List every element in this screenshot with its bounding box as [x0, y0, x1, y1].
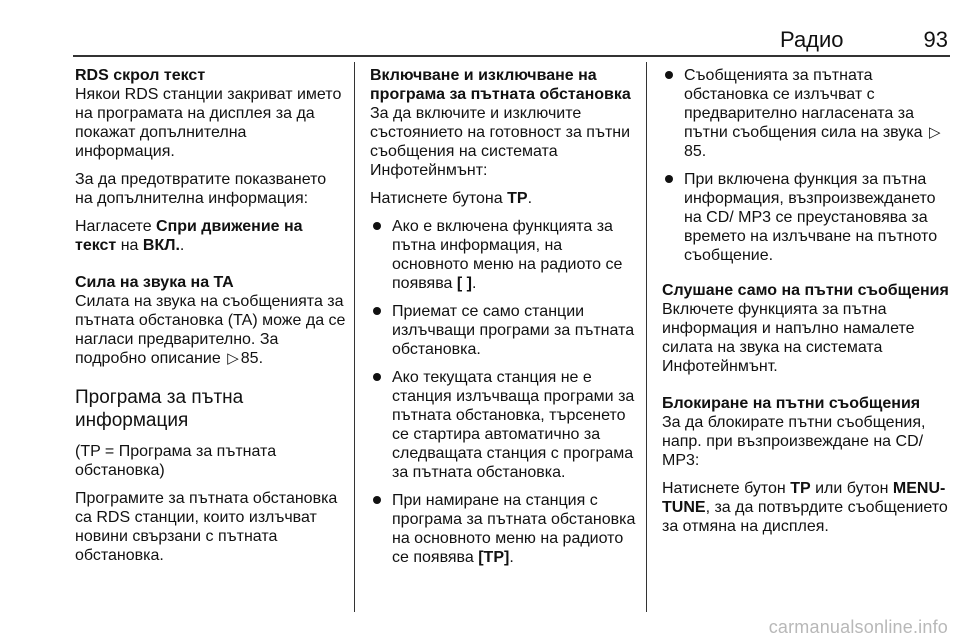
setting-name: Спри движение на текст [75, 218, 303, 254]
watermark: carmanualsonline.info [768, 617, 948, 637]
paragraph: Включете функцията за пътна информация и напълно намалете силата на звука на системата Инфотейнмънт. [662, 301, 915, 375]
section-rds-scroll [75, 66, 347, 255]
button-name: MENU-TUNE [662, 480, 946, 516]
text: При намиране на станция с програма за пътната обстановка на основното меню на радиото се появява [392, 492, 636, 566]
section-block [662, 394, 954, 536]
bullet-icon [373, 222, 381, 230]
list-item [662, 170, 954, 265]
column-divider-left [354, 62, 355, 612]
list-item [370, 368, 636, 482]
header-rule [73, 55, 950, 57]
paragraph-instruction [75, 217, 347, 255]
text: . [527, 190, 533, 207]
heading-ta-volume: Сила на звука на TA [75, 274, 234, 291]
page-number: 93 [923, 27, 948, 52]
page-header [0, 0, 960, 60]
page-reference: 85. [240, 350, 264, 367]
arrow-right-icon: ▷ [227, 350, 239, 367]
column-1 [75, 66, 347, 574]
text: . [471, 275, 477, 292]
text: Нагласете [75, 218, 157, 235]
paragraph: За да включите и изключите състоянието на готовност за пътни съобщения на системата Инфотейнмънт: [370, 105, 631, 179]
text: Приемат се само станции излъчващи програми за пътната обстановка. [392, 303, 635, 358]
text: Ако е включена функцията за пътна информация, на основното меню на радиото се появява [392, 218, 623, 292]
button-name: TP [790, 480, 811, 497]
indicator: [TP] [478, 549, 510, 566]
text: . [509, 549, 514, 566]
column-divider-right [646, 62, 647, 612]
column-2 [370, 66, 636, 576]
paragraph [75, 292, 347, 368]
list-item [370, 302, 636, 359]
text: Ако текущата станция не е станция излъчваща програми за пътната обстановка, търсенето се стартира автоматично за следващата станция с програма за пътната обстановка. [392, 369, 635, 481]
bullet-icon [665, 175, 673, 183]
text: . [179, 237, 185, 254]
section-title: Радио [780, 27, 844, 52]
text: При включена функция за пътна информация, възпроизвеждането на CD/ MP3 се преустановява за времето на излъчване на пътното съобщение. [684, 171, 938, 264]
paragraph: Някои RDS станции закриват името на програмата на дисплея за да покажат допълнителна информация. [75, 86, 342, 160]
indicator: [ ] [456, 275, 472, 292]
bullet-icon [373, 307, 381, 315]
paragraph-instruction [662, 479, 954, 536]
text: Натиснете бутона [370, 190, 508, 207]
arrow-right-icon: ▷ [929, 124, 941, 141]
text: на [116, 237, 143, 254]
text: Силата на звука на съобщенията за пътната обстановка (TA) може да се нагласи предварително. За подробно описание [75, 293, 346, 367]
paragraph: Програмите за пътната обстановка са RDS станции, които излъчват новини свързани с пътната обстановка. [75, 490, 338, 564]
bullet-icon [373, 373, 381, 381]
text: Натиснете бутон [662, 480, 791, 497]
bullet-icon [665, 71, 673, 79]
bullet-list [662, 66, 954, 265]
text: , за да потвърдите съобщението за отмяна на дисплея. [662, 499, 948, 535]
heading-block: Блокиране на пътни съобщения [662, 395, 921, 412]
bullet-icon [373, 496, 381, 504]
paragraph: За да блокирате пътни съобщения, напр. при възпроизвеждане на CD/ MP3: [662, 414, 926, 469]
paragraph-instruction [370, 189, 636, 208]
heading-tp: Програма за пътна информация [75, 387, 244, 431]
section-listen [662, 281, 954, 376]
heading-tp-toggle: Включване и изключване на програма за пътната обстановка [370, 67, 631, 103]
section-tp [75, 386, 347, 565]
button-name: TP [507, 190, 528, 207]
list-item [370, 491, 636, 567]
paragraph: За да предотвратите показването на допълнителна информация: [75, 171, 327, 207]
text: или бутон [810, 480, 893, 497]
bullet-list [370, 217, 636, 567]
column-3 [662, 66, 954, 545]
paragraph: (TP = Програма за пътната обстановка) [75, 443, 277, 479]
list-item [662, 66, 954, 161]
section-ta-volume [75, 273, 347, 368]
heading-listen: Слушане само на пътни съобщения [662, 282, 949, 299]
page-reference: 85. [684, 143, 707, 160]
list-item [370, 217, 636, 293]
heading-rds-scroll: RDS скрол текст [75, 67, 206, 84]
setting-value: ВКЛ. [142, 237, 180, 254]
text: Съобщенията за пътната обстановка се излъчват с предварително нагласената за пътни съобщения сила на звука [684, 67, 923, 141]
